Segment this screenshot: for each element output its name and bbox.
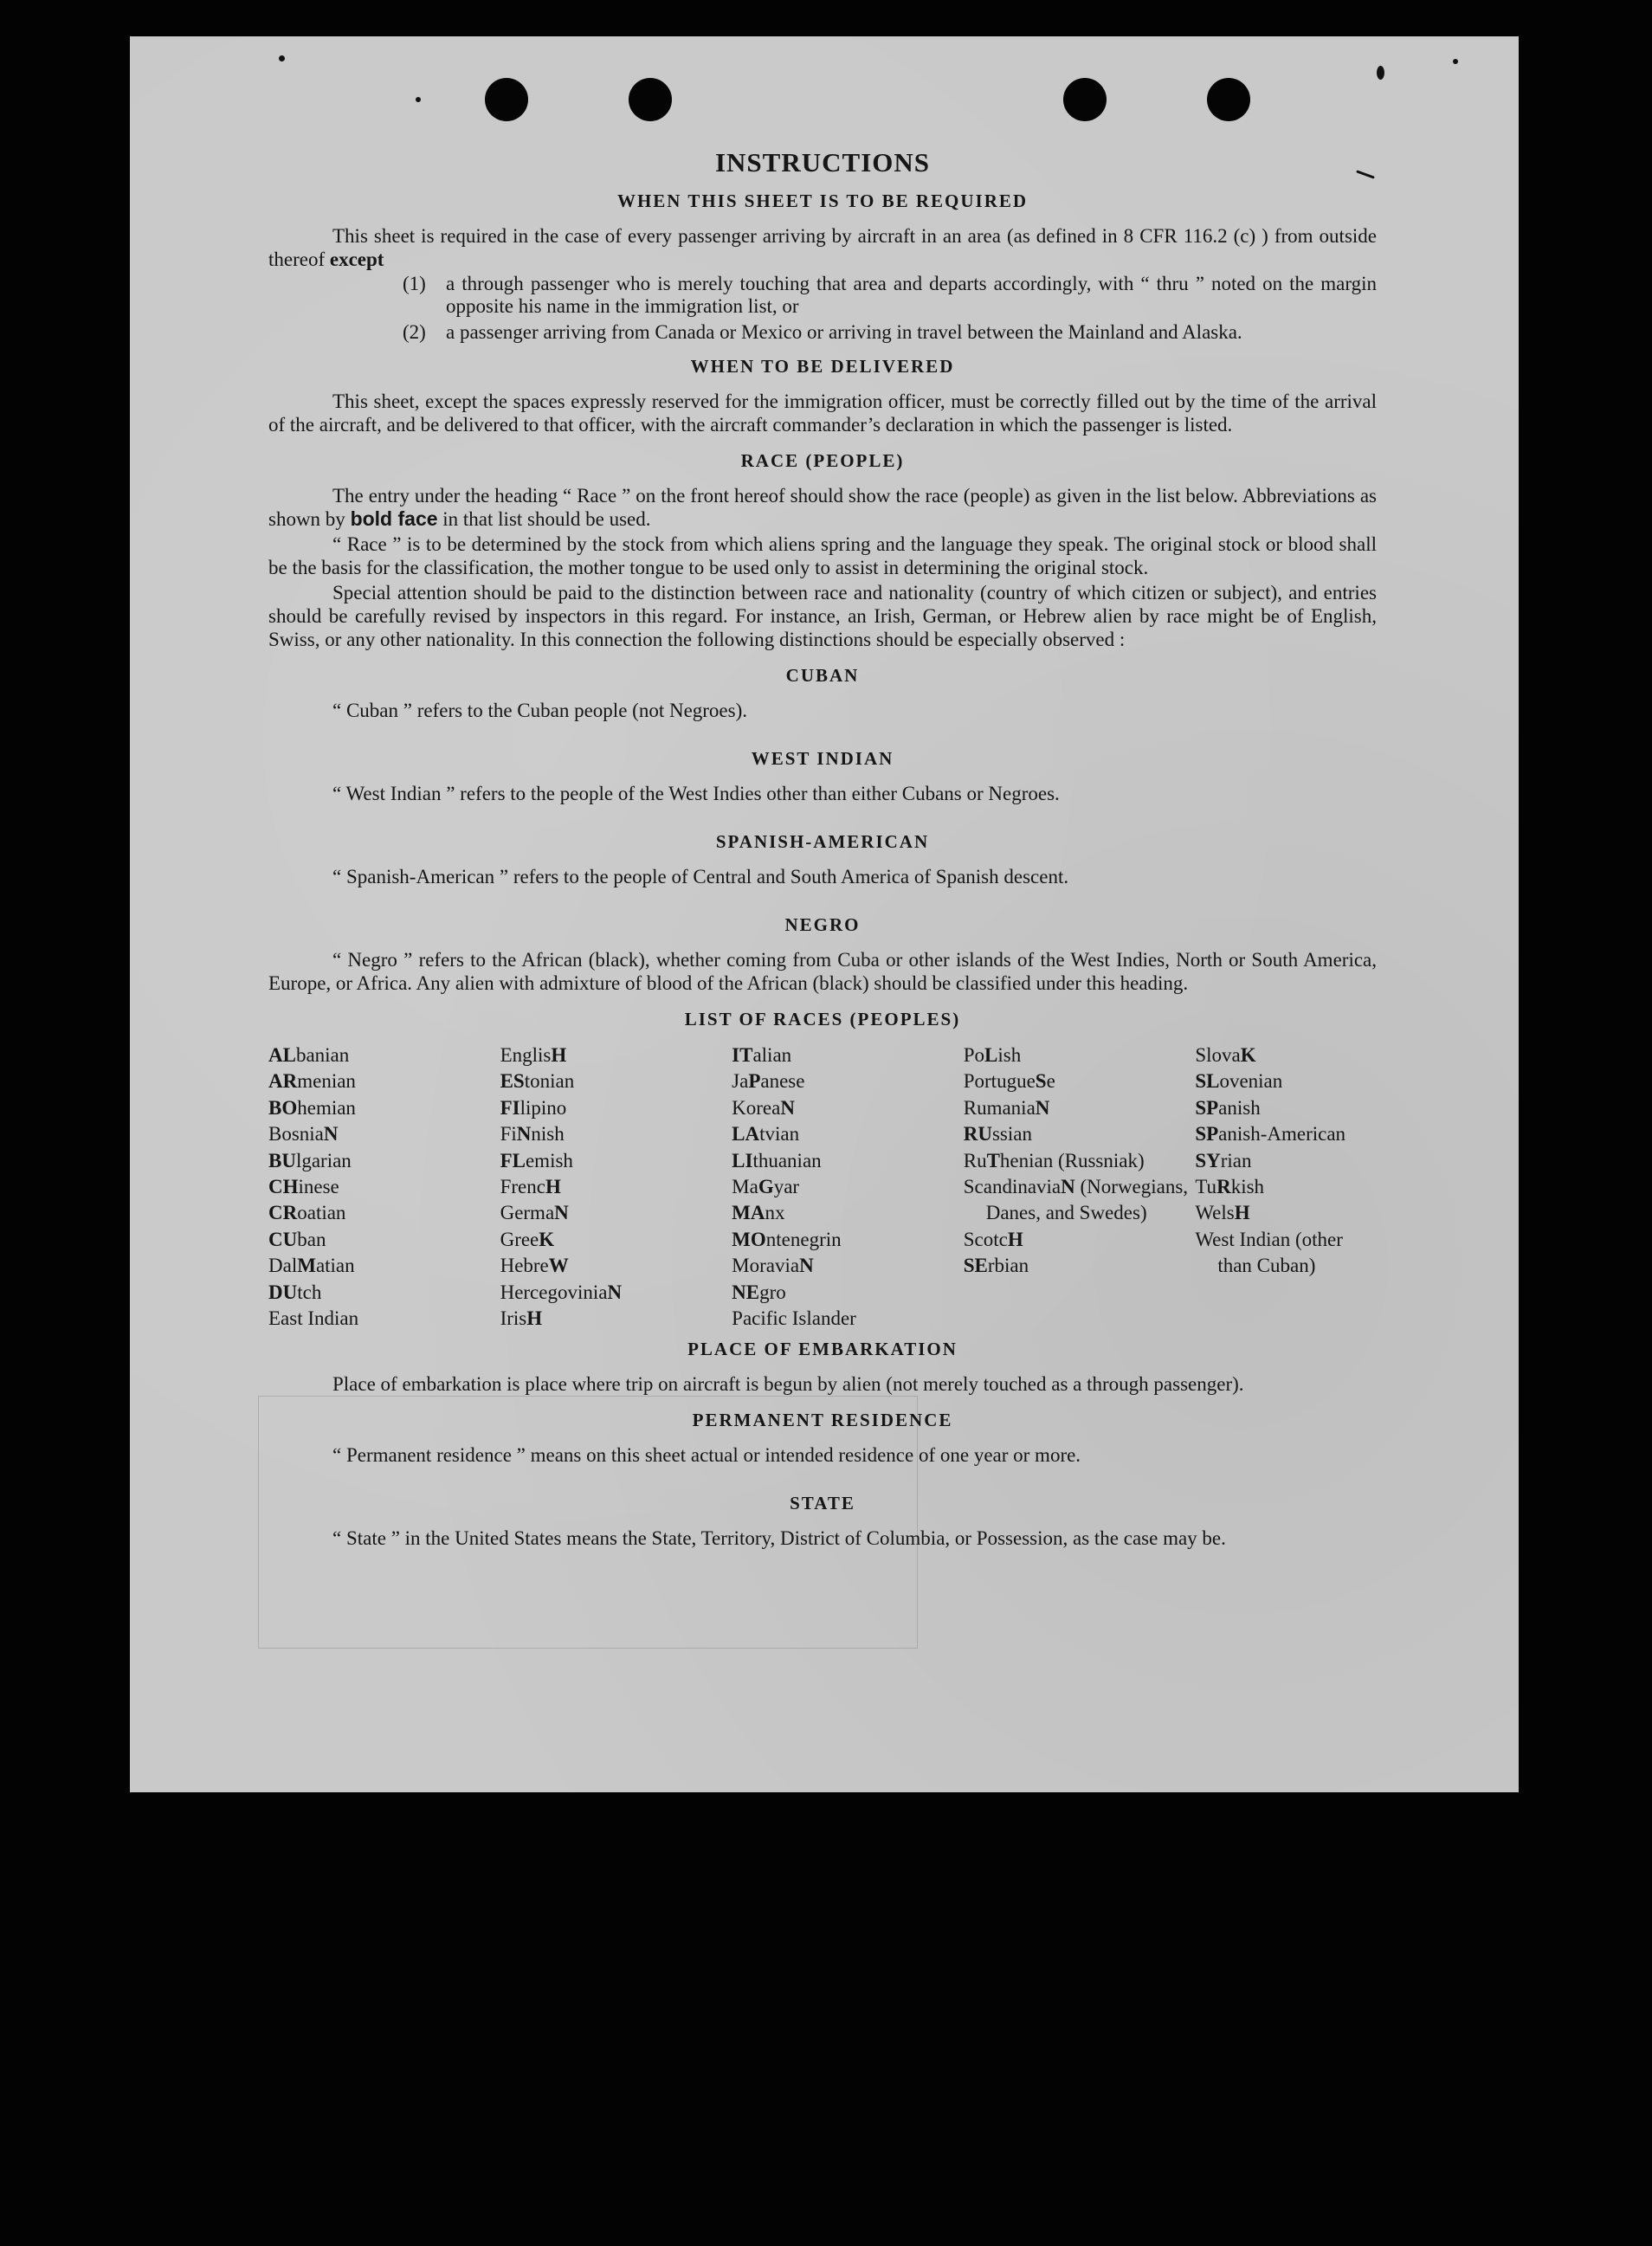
race-entry: LIthuanian	[732, 1149, 822, 1171]
races-column	[268, 1042, 500, 1332]
race-entry: ScotcH	[963, 1228, 1023, 1250]
race-entry: EnglisH	[500, 1044, 567, 1066]
heading-list-of-races: LIST OF RACES (PEOPLES)	[684, 1009, 961, 1029]
race-entry: GermaN	[500, 1202, 569, 1224]
race-entry: BUlgarian	[268, 1149, 352, 1171]
race-entry: FrencH	[500, 1176, 561, 1198]
residence-text: “ Permanent residence ” means on this sheet actual or intended residence of one year or more.	[332, 1444, 1081, 1467]
race-paragraph-1: The entry under the heading “ Race ” on the front hereof should show the race (people) as given in the list below. Abbreviations as shown by bold face in that list should be used.	[268, 485, 1377, 530]
race-entry: MaGyar	[732, 1176, 800, 1198]
race-entry: MAnx	[732, 1202, 785, 1224]
race-entry: RumaniaN	[963, 1096, 1050, 1119]
races-column	[1195, 1042, 1377, 1332]
race-entry: ALbanian	[268, 1044, 350, 1066]
list-item: (1) a through passenger who is merely touching that area and departs accordingly, with “ thru ” noted on the margin opposite his name in the immigration list, or	[403, 273, 1377, 317]
race-paragraph-2: “ Race ” is to be determined by the stock from which aliens spring and the language they speak. The original stock or blood shall be the basis for the classification, the mother tongue to be used only to assist in determining the original stock.	[268, 533, 1377, 578]
race-entry: HercegoviniaN	[500, 1281, 623, 1303]
heading-spanish-american: SPANISH-AMERICAN	[715, 831, 930, 852]
race-entry: GreeK	[500, 1228, 555, 1250]
race-entry: BosniaN	[268, 1123, 339, 1146]
heading-state: STATE	[790, 1493, 855, 1514]
race-entry: HebreW	[500, 1255, 569, 1277]
required-intro: This sheet is required in the case of every passenger arriving by aircraft in an area (as defined in 8 CFR 116.2 (c) ) from outside thereof except	[268, 225, 1377, 270]
embarkation-text: Place of embarkation is place where trip on aircraft is begun by alien (not merely touched as a through passenger).	[332, 1373, 1244, 1396]
punch-hole	[1063, 78, 1107, 121]
race-entry: ARmenian	[268, 1070, 356, 1093]
race-entry: Pacific Islander	[732, 1307, 856, 1330]
races-column	[964, 1042, 1196, 1332]
heading-permanent-residence: PERMANENT RESIDENCE	[692, 1410, 953, 1431]
race-entry: MOntenegrin	[732, 1228, 842, 1250]
negro-text: “ Negro ” refers to the African (black), whether coming from Cuba or other islands of the West Indies, North or South America, Europe, or Africa. Any alien with admixture of blood of the African (black) should be classified under this heading.	[268, 949, 1377, 994]
state-text: “ State ” in the United States means the State, Territory, District of Columbia, or Possession, as the case may be.	[332, 1527, 1226, 1550]
race-entry: FiNnish	[500, 1123, 565, 1146]
speck	[416, 97, 421, 102]
race-paragraph-3: Special attention should be paid to the distinction between race and nationality (country of which citizen or subject), and entries should be carefully revised by inspectors in this regard. For instance, an Irish, German, or Hebrew alien by race might be of English, Swiss, or any other nationality. In this connection the following distinctions should be especially observed :	[268, 582, 1377, 650]
instructions-content	[268, 147, 1377, 1552]
heading-delivered: WHEN TO BE DELIVERED	[690, 356, 955, 377]
speck	[1377, 66, 1384, 80]
race-entry: KoreaN	[732, 1096, 795, 1119]
race-entry: LAtvian	[732, 1123, 800, 1146]
race-entry: RUssian	[963, 1123, 1032, 1146]
race-entry: CUban	[268, 1228, 326, 1250]
document-sheet	[130, 36, 1519, 1792]
race-entry: TuRkish	[1195, 1176, 1265, 1198]
race-entry: SlovaK	[1195, 1044, 1256, 1066]
list-item: (2) a passenger arriving from Canada or Mexico or arriving in travel between the Mainland and Alaska.	[403, 321, 1242, 343]
race-entry: SLovenian	[1195, 1070, 1283, 1093]
race-entry: MoraviaN	[732, 1255, 814, 1277]
race-entry: West Indian (other than Cuban)	[1195, 1228, 1343, 1277]
race-entry: WelsH	[1195, 1202, 1250, 1224]
heading-west-indian: WEST INDIAN	[751, 748, 894, 769]
race-entry: SErbian	[963, 1255, 1029, 1277]
heading-required: WHEN THIS SHEET IS TO BE REQUIRED	[616, 190, 1029, 211]
race-entry: FIlipino	[500, 1096, 567, 1119]
heading-cuban: CUBAN	[785, 665, 860, 686]
race-entry: RuThenian (Russniak)	[963, 1149, 1145, 1171]
race-entry: FLemish	[500, 1149, 573, 1171]
race-entry: East Indian	[268, 1307, 359, 1330]
race-entry: PoLish	[963, 1044, 1022, 1066]
punch-hole	[629, 78, 672, 121]
race-entry: CRoatian	[268, 1202, 346, 1224]
west-indian-text: “ West Indian ” refers to the people of the West Indies other than either Cubans or Negroes.	[332, 783, 1060, 804]
spanish-american-text: “ Spanish-American ” refers to the people of Central and South America of Spanish descent.	[332, 866, 1069, 887]
cuban-text: “ Cuban ” refers to the Cuban people (not Negroes).	[332, 700, 748, 721]
race-entry: ScandinaviaN (Norwegians, Danes, and Swedes)	[963, 1176, 1189, 1224]
race-entry: EStonian	[500, 1070, 575, 1093]
speck	[279, 55, 285, 61]
delivered-text: This sheet, except the spaces expressly reserved for the immigration officer, must be correctly filled out by the time of the arrival of the aircraft, and be delivered to that officer, with the aircraft commander’s declaration in which the passenger is listed.	[268, 390, 1377, 436]
heading-race: RACE (PEOPLE)	[740, 450, 905, 471]
race-entry: IrisH	[500, 1307, 543, 1330]
race-entry: BOhemian	[268, 1096, 356, 1119]
race-entry: NEgro	[732, 1281, 786, 1303]
race-entry: DUtch	[268, 1281, 322, 1303]
race-entry: CHinese	[268, 1176, 339, 1198]
races-list	[268, 1042, 1377, 1332]
races-column	[732, 1042, 964, 1332]
race-entry: JaPanese	[732, 1070, 805, 1093]
race-entry: SPanish	[1195, 1096, 1261, 1119]
page-title: INSTRUCTIONS	[714, 147, 930, 177]
heading-embarkation: PLACE OF EMBARKATION	[687, 1339, 958, 1360]
speck	[1453, 59, 1458, 64]
punch-hole	[485, 78, 528, 121]
race-entry: DalMatian	[268, 1255, 355, 1277]
races-column	[500, 1042, 732, 1332]
race-entry: SYrian	[1195, 1149, 1252, 1171]
race-entry: ITalian	[732, 1044, 792, 1066]
race-entry: PortugueSe	[963, 1070, 1055, 1093]
race-entry: SPanish-American	[1195, 1123, 1346, 1146]
punch-hole	[1207, 78, 1250, 121]
heading-negro: NEGRO	[784, 914, 861, 935]
